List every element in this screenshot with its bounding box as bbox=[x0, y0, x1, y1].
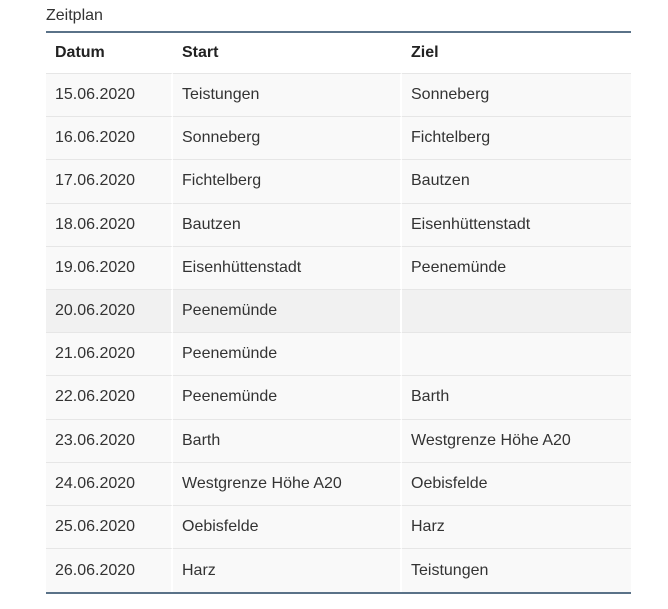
table-row bbox=[46, 333, 631, 376]
cell-ziel bbox=[402, 333, 631, 376]
schedule-table bbox=[46, 31, 631, 594]
cell-datum: 26.06.2020 bbox=[46, 549, 173, 592]
table-row bbox=[46, 290, 631, 333]
cell-datum: 24.06.2020 bbox=[46, 463, 173, 506]
cell-datum: 25.06.2020 bbox=[46, 506, 173, 549]
cell-start: Peenemünde bbox=[173, 333, 402, 376]
cell-ziel: Peenemünde bbox=[402, 247, 631, 290]
cell-ziel: Eisenhüttenstadt bbox=[402, 204, 631, 247]
table-row bbox=[46, 549, 631, 592]
cell-start: Eisenhüttenstadt bbox=[173, 247, 402, 290]
cell-datum: 22.06.2020 bbox=[46, 376, 173, 419]
table-row bbox=[46, 420, 631, 463]
header-datum: Datum bbox=[46, 33, 173, 74]
table-row bbox=[46, 247, 631, 290]
cell-datum: 15.06.2020 bbox=[46, 74, 173, 117]
cell-start: Westgrenze Höhe A20 bbox=[173, 463, 402, 506]
cell-ziel: Sonneberg bbox=[402, 74, 631, 117]
cell-datum: 17.06.2020 bbox=[46, 160, 173, 203]
cell-start: Peenemünde bbox=[173, 376, 402, 419]
table-caption: Zeitplan bbox=[46, 7, 103, 24]
cell-start: Oebisfelde bbox=[173, 506, 402, 549]
cell-datum: 23.06.2020 bbox=[46, 420, 173, 463]
cell-datum: 16.06.2020 bbox=[46, 117, 173, 160]
table-row bbox=[46, 463, 631, 506]
table-row bbox=[46, 117, 631, 160]
cell-ziel: Fichtelberg bbox=[402, 117, 631, 160]
cell-datum: 18.06.2020 bbox=[46, 204, 173, 247]
cell-ziel: Barth bbox=[402, 376, 631, 419]
cell-ziel bbox=[402, 290, 631, 333]
cell-ziel: Bautzen bbox=[402, 160, 631, 203]
table-row bbox=[46, 74, 631, 117]
cell-datum: 19.06.2020 bbox=[46, 247, 173, 290]
table-row bbox=[46, 160, 631, 203]
table-header-row bbox=[46, 33, 631, 74]
header-ziel: Ziel bbox=[402, 33, 631, 74]
cell-start: Harz bbox=[173, 549, 402, 592]
cell-ziel: Westgrenze Höhe A20 bbox=[402, 420, 631, 463]
cell-start: Sonneberg bbox=[173, 117, 402, 160]
cell-start: Peenemünde bbox=[173, 290, 402, 333]
cell-ziel: Harz bbox=[402, 506, 631, 549]
table-row bbox=[46, 204, 631, 247]
cell-datum: 20.06.2020 bbox=[46, 290, 173, 333]
table-row bbox=[46, 506, 631, 549]
cell-start: Bautzen bbox=[173, 204, 402, 247]
cell-ziel: Oebisfelde bbox=[402, 463, 631, 506]
cell-start: Teistungen bbox=[173, 74, 402, 117]
table-row bbox=[46, 376, 631, 419]
cell-datum: 21.06.2020 bbox=[46, 333, 173, 376]
table-body bbox=[46, 74, 631, 592]
cell-start: Fichtelberg bbox=[173, 160, 402, 203]
cell-ziel: Teistungen bbox=[411, 561, 489, 579]
header-start: Start bbox=[173, 33, 402, 74]
cell-start: Barth bbox=[173, 420, 402, 463]
